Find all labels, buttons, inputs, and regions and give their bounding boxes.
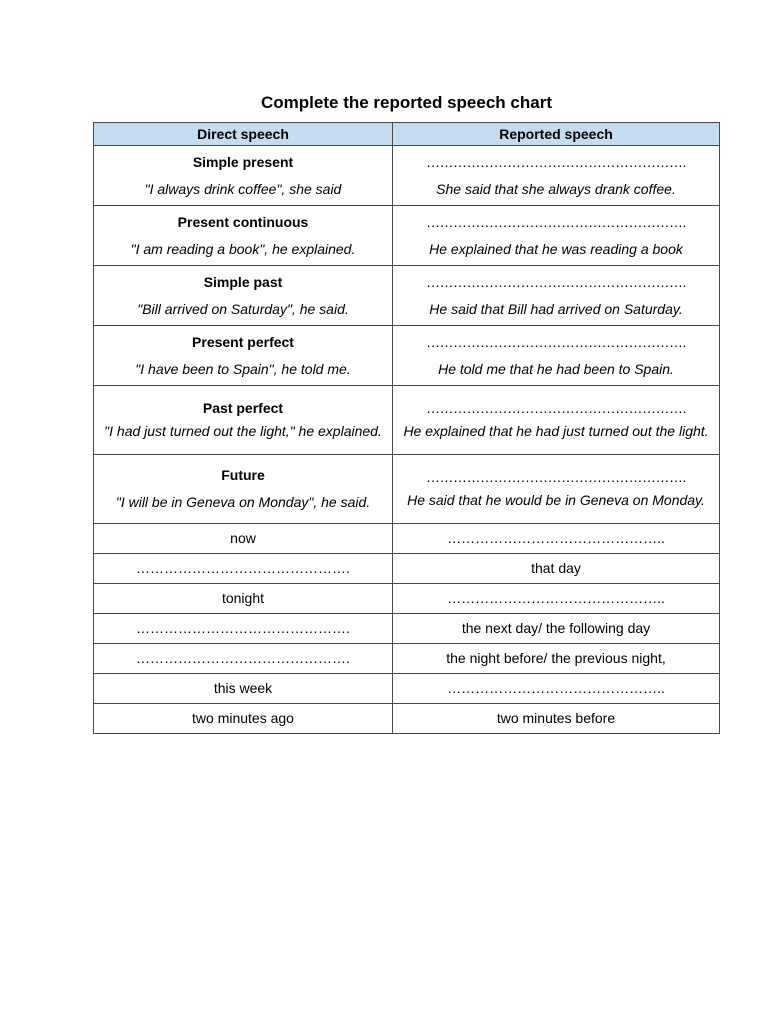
tense-label: Present perfect xyxy=(192,333,294,350)
reported-cell xyxy=(393,455,720,524)
table-row xyxy=(94,704,720,734)
direct-cell xyxy=(94,146,393,206)
direct-time-cell: now xyxy=(94,524,393,554)
reported-cell xyxy=(393,206,720,266)
reported-example: He explained that he was reading a book xyxy=(429,240,683,257)
table-row xyxy=(94,524,720,554)
direct-cell xyxy=(94,386,393,455)
reported-cell xyxy=(393,146,720,206)
direct-cell xyxy=(94,266,393,326)
reported-time-cell: ……………………………………….. xyxy=(393,674,720,704)
direct-time-cell: this week xyxy=(94,674,393,704)
reported-example: She said that she always drank coffee. xyxy=(436,180,676,197)
direct-cell xyxy=(94,206,393,266)
direct-example: "I had just turned out the light," he explained. xyxy=(104,423,382,439)
direct-speech-header: Direct speech xyxy=(94,123,393,146)
answer-blank: …………………………………………………. xyxy=(426,400,686,416)
reported-time-cell: two minutes before xyxy=(393,704,720,734)
table-row xyxy=(94,614,720,644)
reported-cell xyxy=(393,326,720,386)
direct-time-cell: ………………………………………. xyxy=(94,644,393,674)
reported-example: He told me that he had been to Spain. xyxy=(438,360,674,377)
answer-blank: …………………………………………………. xyxy=(426,213,686,230)
reported-speech-table xyxy=(93,122,720,734)
answer-blank: …………………………………………………. xyxy=(426,469,686,485)
reported-cell xyxy=(393,386,720,455)
reported-time-cell: the night before/ the previous night, xyxy=(393,644,720,674)
direct-example: "I will be in Geneva on Monday", he said. xyxy=(115,494,371,510)
reported-example: He explained that he had just turned out the light. xyxy=(403,423,709,439)
direct-example: "I always drink coffee", she said xyxy=(144,180,342,197)
worksheet-title: Complete the reported speech chart xyxy=(261,93,552,112)
table-row xyxy=(94,554,720,584)
table-row xyxy=(94,386,720,455)
table-row xyxy=(94,206,720,266)
reported-time-cell: the next day/ the following day xyxy=(393,614,720,644)
direct-time-cell: ………………………………………. xyxy=(94,554,393,584)
direct-example: "I have been to Spain", he told me. xyxy=(135,360,351,377)
table-header-row xyxy=(94,123,720,146)
reported-example: He said that he would be in Geneva on Monday. xyxy=(407,492,705,508)
direct-example: "I am reading a book", he explained. xyxy=(130,240,356,257)
tense-label: Simple past xyxy=(203,273,283,290)
answer-blank: …………………………………………………. xyxy=(426,273,686,290)
direct-example: "Bill arrived on Saturday", he said. xyxy=(137,300,349,317)
table-row xyxy=(94,584,720,614)
tense-label: Past perfect xyxy=(202,400,284,416)
table-row xyxy=(94,455,720,524)
direct-cell xyxy=(94,455,393,524)
direct-time-cell: two minutes ago xyxy=(94,704,393,734)
reported-speech-header: Reported speech xyxy=(393,123,720,146)
table-row xyxy=(94,146,720,206)
tense-label: Simple present xyxy=(192,153,294,170)
tense-label: Present continuous xyxy=(177,213,309,230)
table-row xyxy=(94,266,720,326)
direct-time-cell: ………………………………………. xyxy=(94,614,393,644)
reported-cell xyxy=(393,266,720,326)
direct-time-cell: tonight xyxy=(94,584,393,614)
tense-label: Future xyxy=(221,467,265,483)
reported-example: He said that Bill had arrived on Saturday. xyxy=(429,300,683,317)
direct-cell xyxy=(94,326,393,386)
reported-time-cell: that day xyxy=(393,554,720,584)
table-row xyxy=(94,674,720,704)
reported-time-cell: ……………………………………….. xyxy=(393,524,720,554)
answer-blank: …………………………………………………. xyxy=(426,153,686,170)
answer-blank: …………………………………………………. xyxy=(426,333,686,350)
table-row xyxy=(94,644,720,674)
table-row xyxy=(94,326,720,386)
reported-time-cell: ……………………………………….. xyxy=(393,584,720,614)
